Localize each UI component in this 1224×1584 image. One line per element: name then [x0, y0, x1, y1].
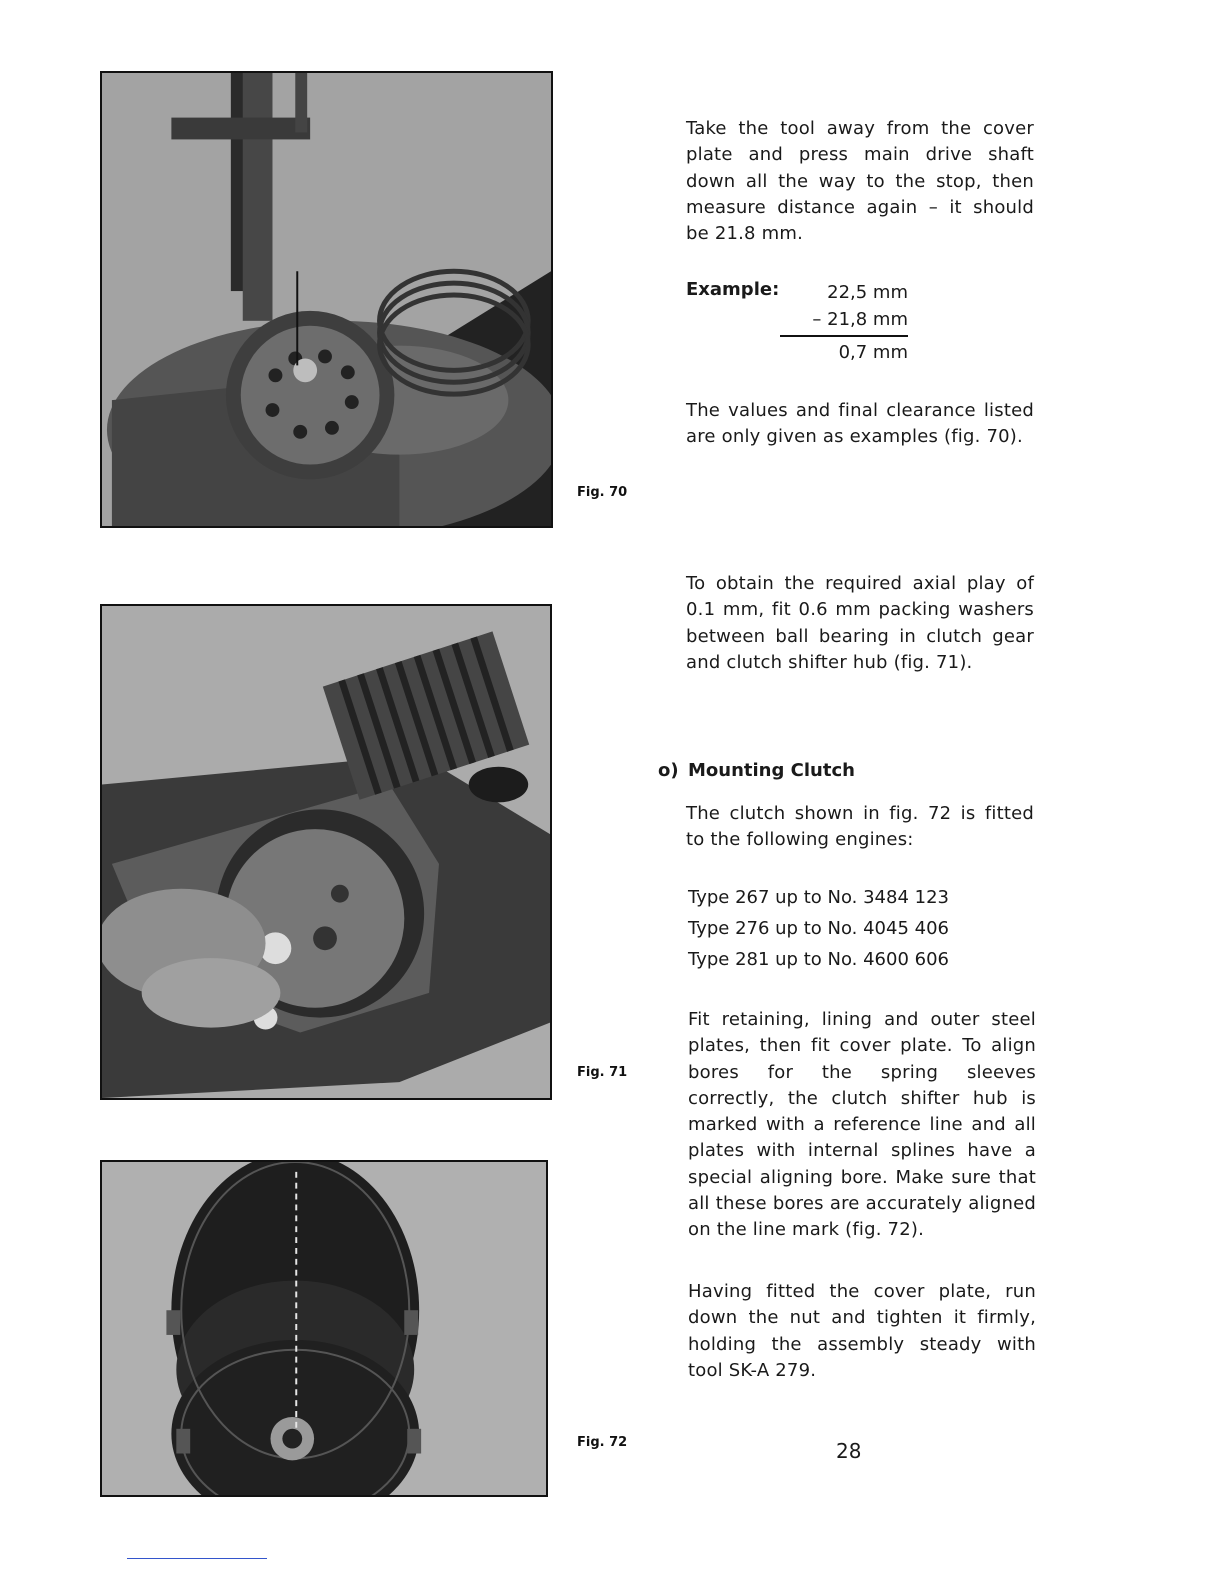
calc-result: 0,7 mm: [838, 342, 908, 363]
engine-type-item: Type 267 up to No. 3484 123: [688, 887, 949, 908]
paragraph-clutch-fitted: The clutch shown in fig. 72 is fitted to the following engines:: [686, 803, 1034, 851]
figure-71-photo: [100, 604, 552, 1100]
calc-rule: [780, 335, 908, 337]
engine-type-item: Type 281 up to No. 4600 606: [688, 949, 949, 970]
calc-value-2: – 21,8 mm: [812, 309, 908, 330]
figure-70-label: Fig. 70: [577, 485, 628, 500]
example-label: Example:: [686, 279, 780, 300]
section-heading-mounting-clutch: [658, 760, 855, 781]
engine-cylinder-image: [102, 606, 550, 1098]
figure-72-label: Fig. 72: [577, 1435, 628, 1450]
paragraph-axial-play: To obtain the required axial play of 0.1 mm, fit 0.6 mm packing washers between ball bearing in clutch gear and clutch shifter hub (fig. 71).: [686, 573, 1034, 673]
engine-type-item: Type 276 up to No. 4045 406: [688, 918, 949, 939]
footer-rule: [127, 1558, 267, 1559]
paragraph-cover-plate: Having fitted the cover plate, run down the nut and tighten it firmly, holding the assembly steady with tool SK-A 279.: [688, 1281, 1036, 1381]
engine-caliper-image: [102, 73, 551, 526]
heading-title: Mounting Clutch: [688, 760, 855, 781]
example-calculation: [780, 279, 908, 366]
clutch-plates-image: [102, 1162, 546, 1495]
figure-72-photo: [100, 1160, 548, 1497]
paragraph-fit-plates: Fit retaining, lining and outer steel plates, then fit cover plate. To align bores for the spring sleeves correctly, the clutch shifter hub is marked with a reference line and all plates with internal splines have a special aligning bore. Make sure that all these bores are accurately aligned on the line mark (fig. 72).: [688, 1009, 1036, 1241]
figure-71-label: Fig. 71: [577, 1065, 628, 1080]
calc-value-1: 22,5 mm: [827, 282, 908, 303]
engine-type-list: [688, 882, 949, 975]
figure-70-photo: [100, 71, 553, 528]
paragraph-measure-distance: Take the tool away from the cover plate and press main drive shaft down all the way to the stop, then measure distance again – it should be 21.8 mm.: [686, 118, 1034, 245]
page-number: 28: [836, 1439, 862, 1463]
heading-marker: o): [658, 760, 679, 781]
paragraph-values-examples: The values and final clearance listed are only given as examples (fig. 70).: [686, 400, 1034, 448]
